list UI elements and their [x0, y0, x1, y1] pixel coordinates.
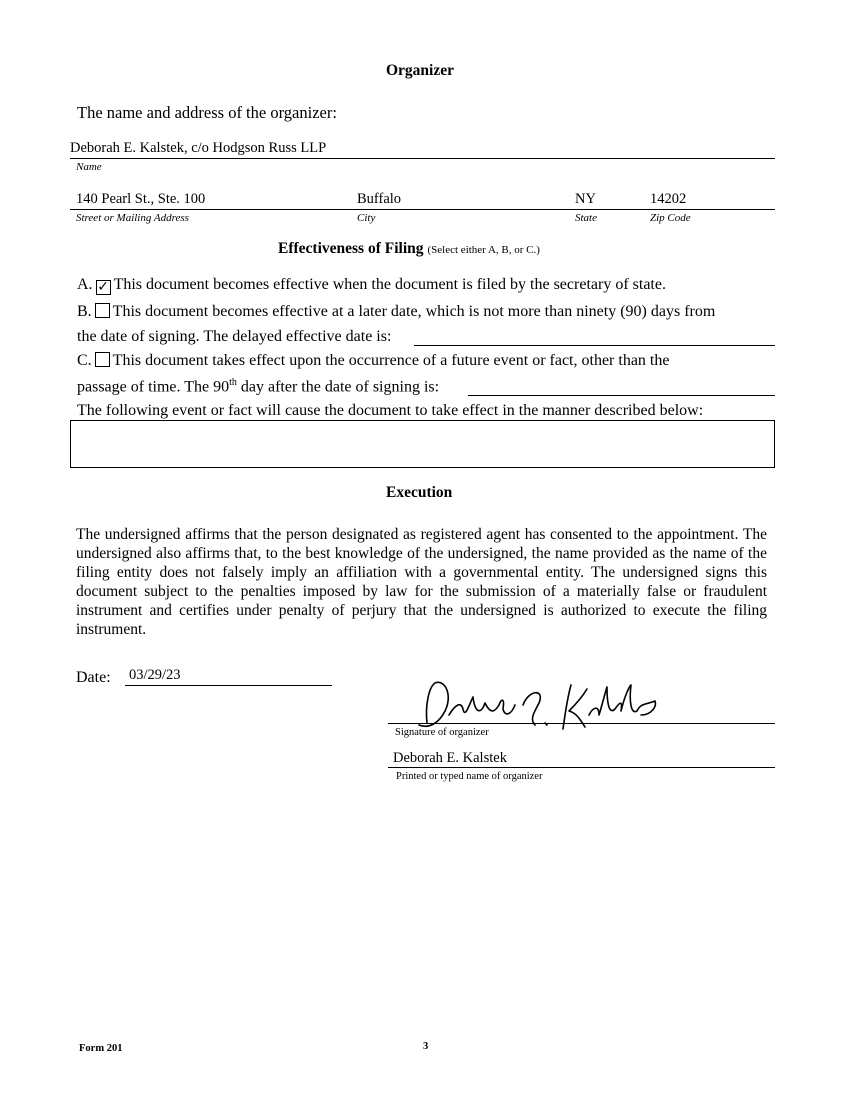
organizer-heading: Organizer: [386, 62, 455, 79]
effectiveness-heading-row: [278, 240, 540, 258]
organizer-name-label: Name: [76, 161, 102, 173]
option-b-text: This document becomes effective at a later date, which is not more than ninety (90) days from: [112, 303, 716, 320]
signature-stroke-d: [419, 682, 448, 726]
organizer-street-value: 140 Pearl St., Ste. 100: [76, 191, 206, 207]
execution-heading: Execution: [386, 484, 453, 501]
date-label: Date:: [76, 669, 111, 686]
effectiveness-heading: Effectiveness of Filing: [278, 240, 424, 257]
execution-paragraph: The undersigned affirms that the person designated as registered agent has consented to the appointment. The undersigned also affirms that, to the best knowledge of the undersigned, the name provided as the name of the filing entity does not falsely imply an affiliation with a governmental entity. The undersigned signs this document subject to the penalties imposed by law for the submission of a materially false or fraudulent instrument and certifies under penalty of perjury that the undersigned is authorized to execute the filing instrument.: [76, 526, 767, 638]
signature-stroke-eborah: [449, 697, 515, 715]
date-underline: [125, 685, 332, 686]
organizer-zip-label: Zip Code: [650, 212, 691, 224]
organizer-state-label: State: [575, 212, 597, 224]
organizer-zip-value: 14202: [650, 191, 687, 207]
event-description-box[interactable]: [70, 420, 775, 468]
organizer-city-label: City: [357, 212, 376, 224]
printed-name-label: Printed or typed name of organizer: [396, 771, 543, 782]
organizer-city-value: Buffalo: [357, 191, 402, 207]
page-number: 3: [423, 1041, 429, 1052]
effectiveness-heading-note: (Select either A, B, or C.): [427, 244, 540, 256]
option-c-text2-post: day after the date of signing is:: [236, 378, 440, 396]
option-b-letter: B.: [77, 303, 92, 320]
option-c-checkbox[interactable]: [95, 352, 110, 367]
option-c-row[interactable]: [77, 352, 669, 370]
option-c-text: This document takes effect upon the occurrence of a future event or fact, other than the: [112, 352, 670, 369]
option-c-text-line2: [77, 377, 439, 396]
organizer-state-value: NY: [575, 191, 596, 207]
option-b-row[interactable]: [77, 303, 715, 321]
option-a-row[interactable]: [77, 276, 666, 295]
printed-name-underline: [388, 767, 775, 768]
signature-underline: [388, 723, 775, 724]
ninetieth-day-field[interactable]: [468, 395, 775, 396]
name-underline: [70, 158, 775, 159]
option-b-checkbox[interactable]: [95, 303, 110, 318]
option-a-letter: A.: [77, 276, 93, 293]
signature-stroke-e-initial: [523, 693, 547, 725]
event-prompt: The following event or fact will cause the document to take effect in the manner described below:: [77, 402, 704, 419]
date-value: 03/29/23: [129, 667, 181, 683]
organizer-name-value: Deborah E. Kalstek, c/o Hodgson Russ LLP: [70, 140, 327, 156]
signature-stroke-alstek: [589, 685, 655, 715]
form-label: Form 201: [79, 1043, 123, 1054]
option-c-letter: C.: [77, 352, 92, 369]
signature-label: Signature of organizer: [395, 727, 489, 738]
address-underline: [70, 209, 775, 210]
option-c-text2-pre: passage of time. The 90: [77, 378, 230, 396]
organizer-street-label: Street or Mailing Address: [76, 212, 189, 224]
option-b-text-line2: the date of signing. The delayed effective date is:: [77, 328, 392, 345]
option-a-checkbox[interactable]: ✓: [97, 279, 109, 295]
printed-name-value: Deborah E. Kalstek: [393, 750, 507, 766]
option-c-sup: th: [229, 377, 237, 388]
organizer-intro: The name and address of the organizer:: [77, 103, 337, 122]
option-a-text: This document becomes effective when the document is filed by the secretary of state.: [113, 276, 666, 293]
delayed-date-field[interactable]: [414, 345, 775, 346]
signature-image: [405, 675, 665, 735]
